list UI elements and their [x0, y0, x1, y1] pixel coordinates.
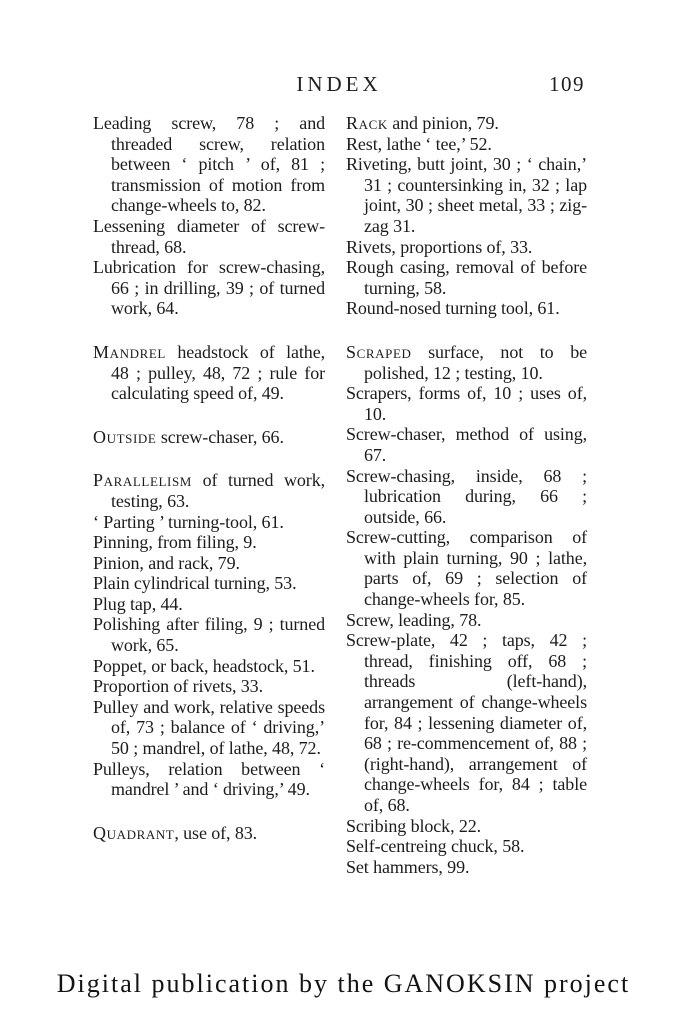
index-entry: Screw, leading, 78.	[346, 609, 482, 630]
small-caps-lead: Quadrant	[93, 822, 175, 843]
index-entry: Pinning, from filing, 9.	[93, 532, 257, 553]
index-entry: Plain cylindrical turning, 53.	[93, 573, 297, 594]
index-entry: Rack and pinion, 79.	[346, 113, 499, 133]
page-number: 109	[549, 72, 585, 96]
small-caps-lead: Mandrel	[93, 341, 166, 362]
index-entry: Poppet, or back, headstock, 51.	[93, 655, 315, 676]
index-entry: Lubrication for screw-chasing, 66 ; in drilling, 39 ; of turned work, 64.	[93, 257, 325, 319]
index-entry: Set hammers, 99.	[346, 856, 470, 877]
index-entry: Quadrant, use of, 83.	[93, 822, 258, 843]
index-entry: Screw-chaser, method of using, 67.	[346, 424, 587, 465]
index-column-left	[93, 113, 325, 877]
index-entry: Proportion of rivets, 33.	[93, 676, 263, 697]
index-entry: Rest, lathe ‘ tee,’ 52.	[346, 133, 492, 154]
index-entry: ‘ Parting ’ turning-tool, 61.	[93, 511, 284, 532]
index-entry: Screw-cutting, comparison of with plain turning, 90 ; lathe, parts of, 69 ; selection of change-wheels for, 85.	[346, 527, 587, 610]
small-caps-lead: Parallelism	[93, 470, 192, 491]
index-entry: Pulley and work, relative speeds of, 73 ; balance of ‘ driving,’ 50 ; mandrel, of lathe, 48, 72.	[93, 696, 325, 759]
index-entry: Scrapers, forms of, 10 ; uses of, 10.	[346, 383, 587, 424]
index-entry: Scribing block, 22.	[346, 815, 482, 836]
index-entry: Riveting, butt joint, 30 ; ‘ chain,’ 31 ; countersinking in, 32 ; lap joint, 30 ; sheet metal, 33 ; zig-zag 31.	[346, 154, 587, 236]
small-caps-lead: Rack	[346, 113, 388, 133]
index-entry: Scraped surface, not to be polished, 12 ; testing, 10.	[346, 341, 587, 383]
index-entry: Pulleys, relation between ‘ mandrel ’ and ‘ driving,’ 49.	[93, 758, 325, 800]
index-entry: Rough casing, removal of before turning, 58.	[346, 257, 587, 298]
index-entry: Screw-plate, 42 ; taps, 42 ; thread, finishing off, 68 ; threads (left-hand), arrangement of change-wheels for, 84 ; lessening diameter of, 68 ; re-commencement of, 88 ; (right-hand), arrangement of change-wheels for, 84 ; table of, 68.	[346, 630, 587, 815]
small-caps-lead: Outside	[93, 426, 157, 447]
index-entry: Screw-chasing, inside, 68 ; lubrication during, 66 ; outside, 66.	[346, 465, 587, 527]
index-entry: Leading screw, 78 ; and threaded screw, relation between ‘ pitch ’ of, 81 ; transmission of motion from change-wheels to, 82.	[93, 113, 325, 216]
small-caps-lead: Scraped	[346, 341, 412, 362]
index-column-right	[346, 113, 587, 877]
index-entry: Self-centreing chuck, 58.	[346, 836, 525, 857]
index-entry: Polishing after filing, 9 ; turned work, 65.	[93, 614, 325, 656]
index-entry: Outside screw-chaser, 66.	[93, 426, 284, 447]
index-entry: Plug tap, 44.	[93, 593, 183, 614]
page-header	[93, 72, 585, 98]
index-entry: Round-nosed turning tool, 61.	[346, 298, 560, 319]
index-title: INDEX	[296, 72, 382, 96]
index-entry: Parallelism of turned work, testing, 63.	[93, 470, 325, 511]
index-entry: Pinion, and rack, 79.	[93, 552, 240, 573]
footer-credit: Digital publication by the GANOKSIN project	[56, 969, 631, 998]
index-columns	[93, 113, 587, 877]
index-entry: Lessening diameter of screw-thread, 68.	[93, 215, 325, 257]
index-entry: Mandrel headstock of lathe, 48 ; pulley, 48, 72 ; rule for calculating speed of, 49.	[93, 341, 325, 404]
index-entry: Rivets, proportions of, 33.	[346, 236, 533, 257]
